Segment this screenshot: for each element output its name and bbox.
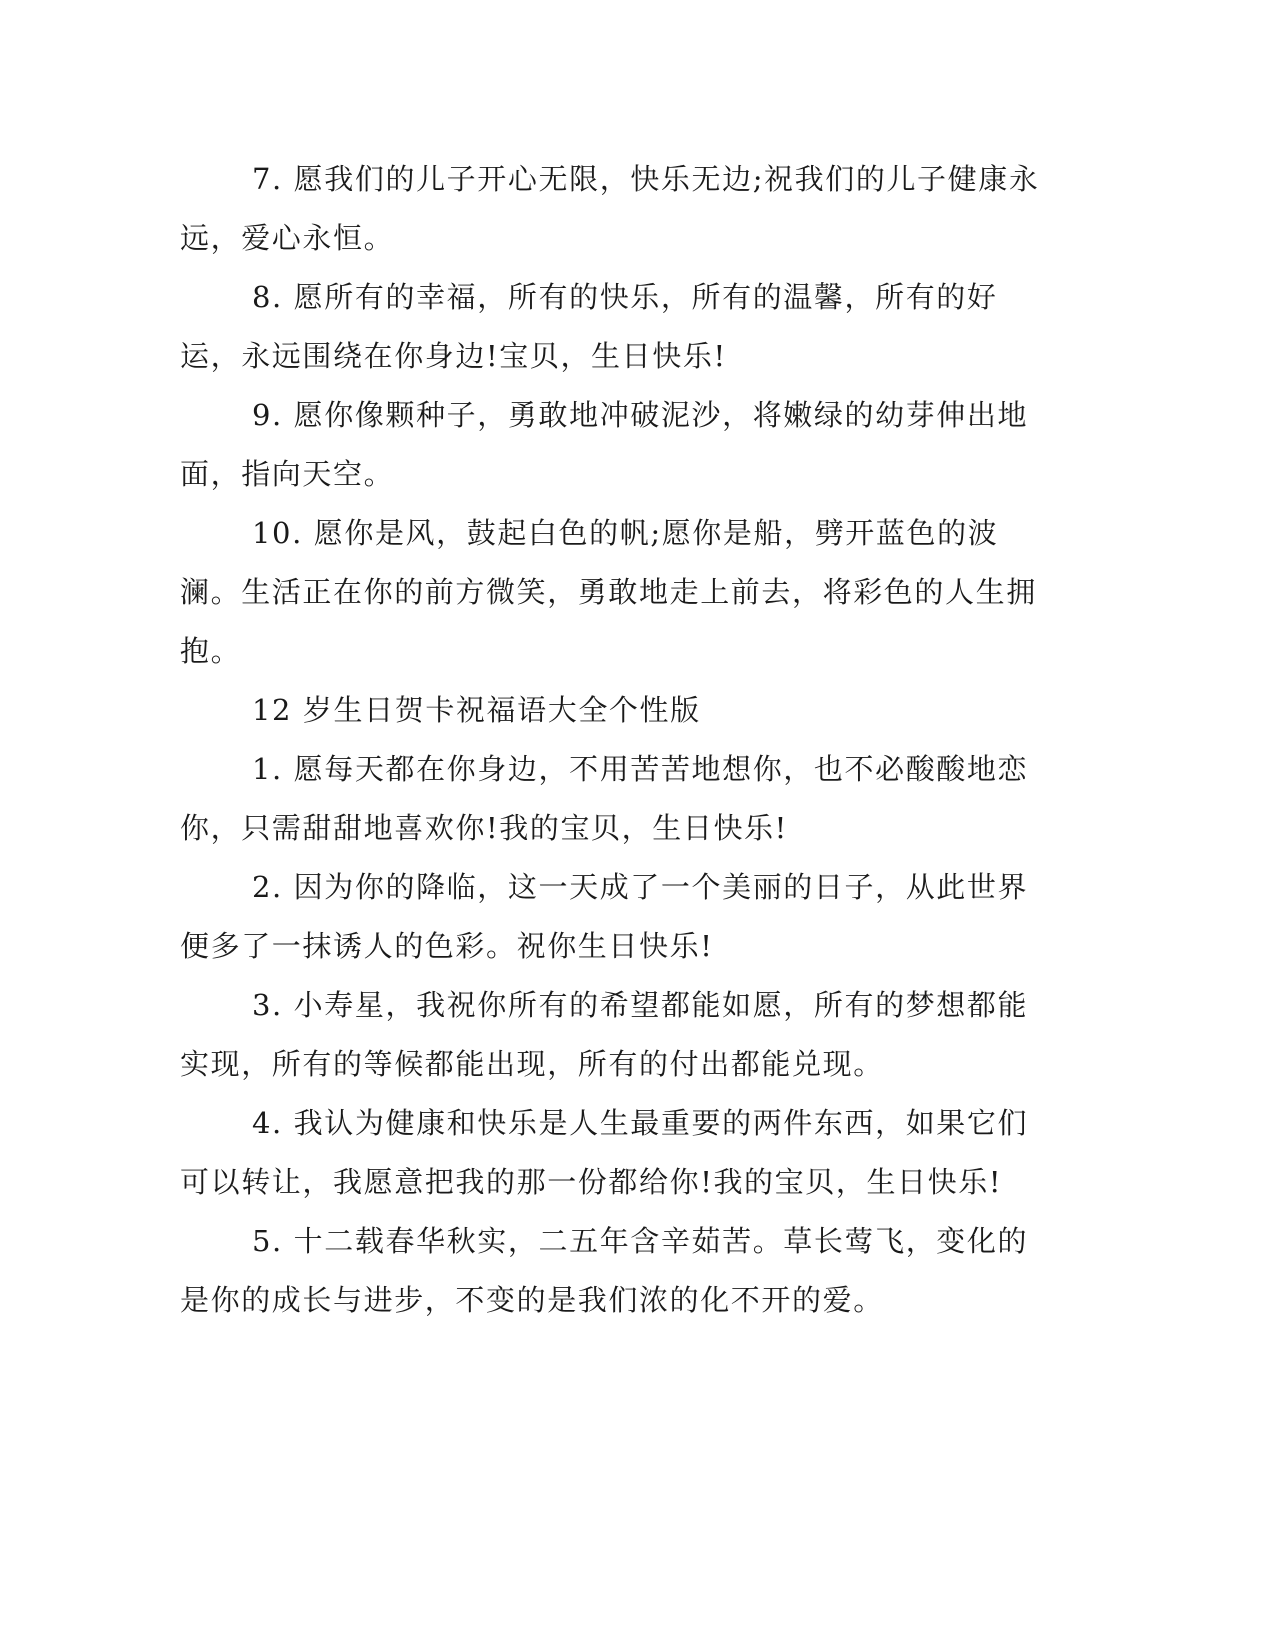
wish-10: 10. 愿你是风，鼓起白色的帆;愿你是船，劈开蓝色的波澜。生活正在你的前方微笑，勇敢地走上前去，将彩色的人生拥抱。 <box>180 516 1037 668</box>
section-heading: 12 岁生日贺卡祝福语大全个性版 <box>252 693 701 727</box>
document-page <box>180 150 1040 1330</box>
wish-3: 3. 小寿星，我祝你所有的希望都能如愿，所有的梦想都能实现，所有的等候都能出现，所有的付出都能兑现。 <box>180 988 1029 1081</box>
wish-7: 7. 愿我们的儿子开心无限，快乐无边;祝我们的儿子健康永远，爱心永恒。 <box>180 162 1040 255</box>
wish-1: 1. 愿每天都在你身边，不用苦苦地想你，也不必酸酸地恋你，只需甜甜地喜欢你!我的宝贝，生日快乐! <box>180 752 1029 845</box>
wish-9: 9. 愿你像颗种子，勇敢地冲破泥沙，将嫩绿的幼芽伸出地面，指向天空。 <box>180 398 1029 491</box>
wish-8: 8. 愿所有的幸福，所有的快乐，所有的温馨，所有的好运，永远围绕在你身边!宝贝，生日快乐! <box>180 280 998 373</box>
wish-4: 4. 我认为健康和快乐是人生最重要的两件东西，如果它们可以转让，我愿意把我的那一份都给你!我的宝贝，生日快乐! <box>180 1106 1029 1199</box>
wish-2: 2. 因为你的降临，这一天成了一个美丽的日子，从此世界便多了一抹诱人的色彩。祝你生日快乐! <box>180 870 1029 963</box>
wish-5: 5. 十二载春华秋实，二五年含辛茹苦。草长莺飞，变化的是你的成长与进步，不变的是我们浓的化不开的爱。 <box>180 1224 1029 1317</box>
